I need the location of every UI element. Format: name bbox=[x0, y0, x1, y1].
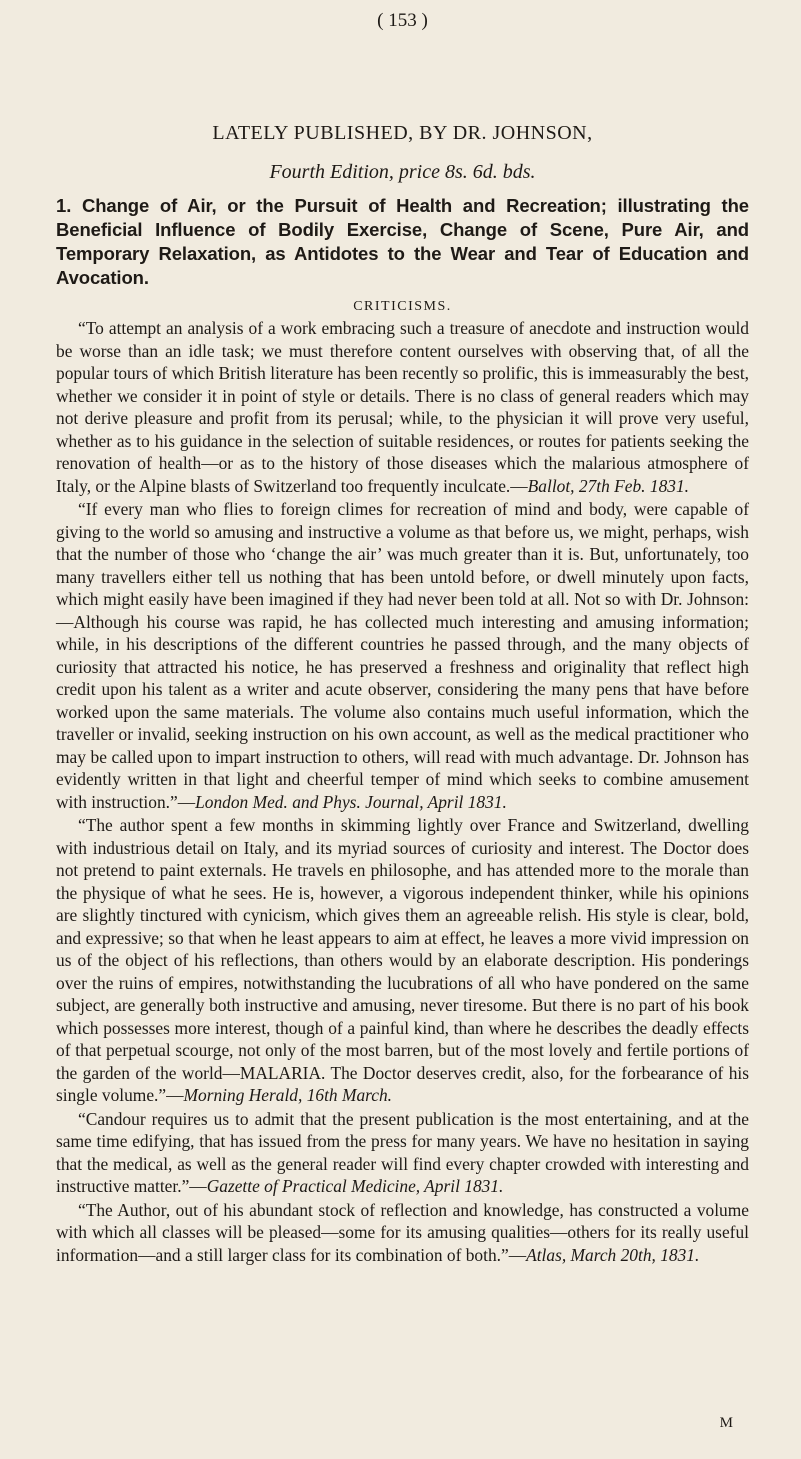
book-title: Change of Air, or the Pursuit of Health and Recreation; illustrating the Beneficial Influence of Bodily Exercise, Change of Scene, Pure Air, and Temporary Relaxation, as Antidotes to the Wear and Tear of Education and Avocation. bbox=[56, 195, 750, 288]
review-atlas bbox=[56, 1199, 749, 1267]
review-morning-herald bbox=[56, 814, 749, 1107]
signature-mark: M bbox=[719, 1415, 733, 1431]
book-number: 1. bbox=[56, 195, 72, 216]
review-text: “To attempt an analysis of a work embracing such a treasure of anecdote and instruction would be worse than an idle task; we must therefore content ourselves with observing that, of all the popular tours of which British literature has been recently so prolific, this is immeasurably the best, whether we consider it in point of style or details. There is no class of general readers which may not derive pleasure and profit from its perusal; while, to the physician it will prove very useful, whether as to his guidance in the selection of suitable residences, or routes for patients seeking the renovation of health—or as to the history of those diseases which the malarious atmosphere of Italy, or the Alpine blasts of Switzerland too frequently inculcate.— bbox=[56, 318, 749, 496]
review-text: “Candour requires us to admit that the present publication is the most entertaining, and at the same time edifying, that has issued from the press for many years. We have no hesitation in saying that the medical, as well as the general reader will find every chapter crowded with interesting and instructive matter.”— bbox=[56, 1108, 749, 1196]
review-source: London Med. and Phys. Journal, April 1831. bbox=[195, 791, 507, 812]
edition-price-line: Fourth Edition, price 8s. 6d. bds. bbox=[269, 161, 536, 183]
review-source: Atlas, March 20th, 1831. bbox=[526, 1244, 700, 1265]
review-text: “The author spent a few months in skimming lightly over France and Switzerland, dwelling with industrious detail on Italy, and its myriad sources of curiosity and interest. The Doctor does not pretend to paint externals. He travels en philosophe, and has attended more to the morale than the physique of what he sees. He is, however, a vigorous independent thinker, while his opinions are slightly tinctured with cynicism, which gives them an agreeable relish. His style is clear, bold, and expressive; so that when he least appears to aim at effect, he leaves a more vivid impression on us of the object of his reflections, than others would by an elaborate description. His ponderings over the ruins of empires, notwithstanding the lucubrations of all who have pondered on the same subject, are generally both instructive and amusing, never tiresome. But there is no part of his book which possesses more interest, though of a painful kind, than where he describes the deadly effects of that perpetual scourge, not only of the most barren, but of the most lovely and fertile portions of the garden of the world—MALARIA. The Doctor deserves credit, also, for the forbearance of his single volume.”— bbox=[56, 815, 749, 1105]
review-source: Morning Herald, 16th March. bbox=[183, 1085, 393, 1105]
review-gazette-practical-medicine bbox=[56, 1108, 749, 1198]
page-number: ( 153 ) bbox=[377, 10, 428, 31]
review-ballot bbox=[56, 317, 749, 497]
publication-header: LATELY PUBLISHED, BY DR. JOHNSON, bbox=[212, 122, 593, 144]
review-source: Gazette of Practical Medicine, April 1831. bbox=[206, 1176, 504, 1196]
review-text: “If every man who flies to foreign climes for recreation of mind and body, were capable of giving to the world so amusing and instructive a volume as that before us, we might, perhaps, wish that the number of those who ‘change the air’ was much greater than it is. But, unfortunately, too many travellers either tell us nothing that has been untold before, or dwell minutely upon facts, which might easily have been imagined if they had never been told at all. Not so with Dr. Johnson:—Although his course was rapid, he has collected much interesting and amusing information; while, in his descriptions of the different countries he passed through, and the many objects of curiosity that attracted his notice, he has preserved a freshness and originality that reflect high credit upon his talent as a writer and acute observer, considering the many pens that have before worked upon the same materials. The volume also contains much useful information, which the traveller or invalid, seeking instruction on his own account, as well as the medical practitioner who may be called upon to impart instruction to others, will read with much advantage. Dr. Johnson has evidently written in that light and cheerful temper of mind which seeks to combine amusement with instruction.”— bbox=[56, 499, 749, 812]
review-london-med-journal bbox=[56, 498, 749, 813]
review-source: Ballot, 27th Feb. 1831. bbox=[527, 475, 690, 496]
review-text: “The Author, out of his abundant stock of reflection and knowledge, has constructed a volume with which all classes will be pleased—some for its amusing qualities—others for its really useful information—and a still larger class for its combination of both.”— bbox=[56, 1199, 749, 1265]
criticisms-heading: CRITICISMS. bbox=[353, 299, 452, 314]
book-title-entry bbox=[56, 194, 749, 290]
